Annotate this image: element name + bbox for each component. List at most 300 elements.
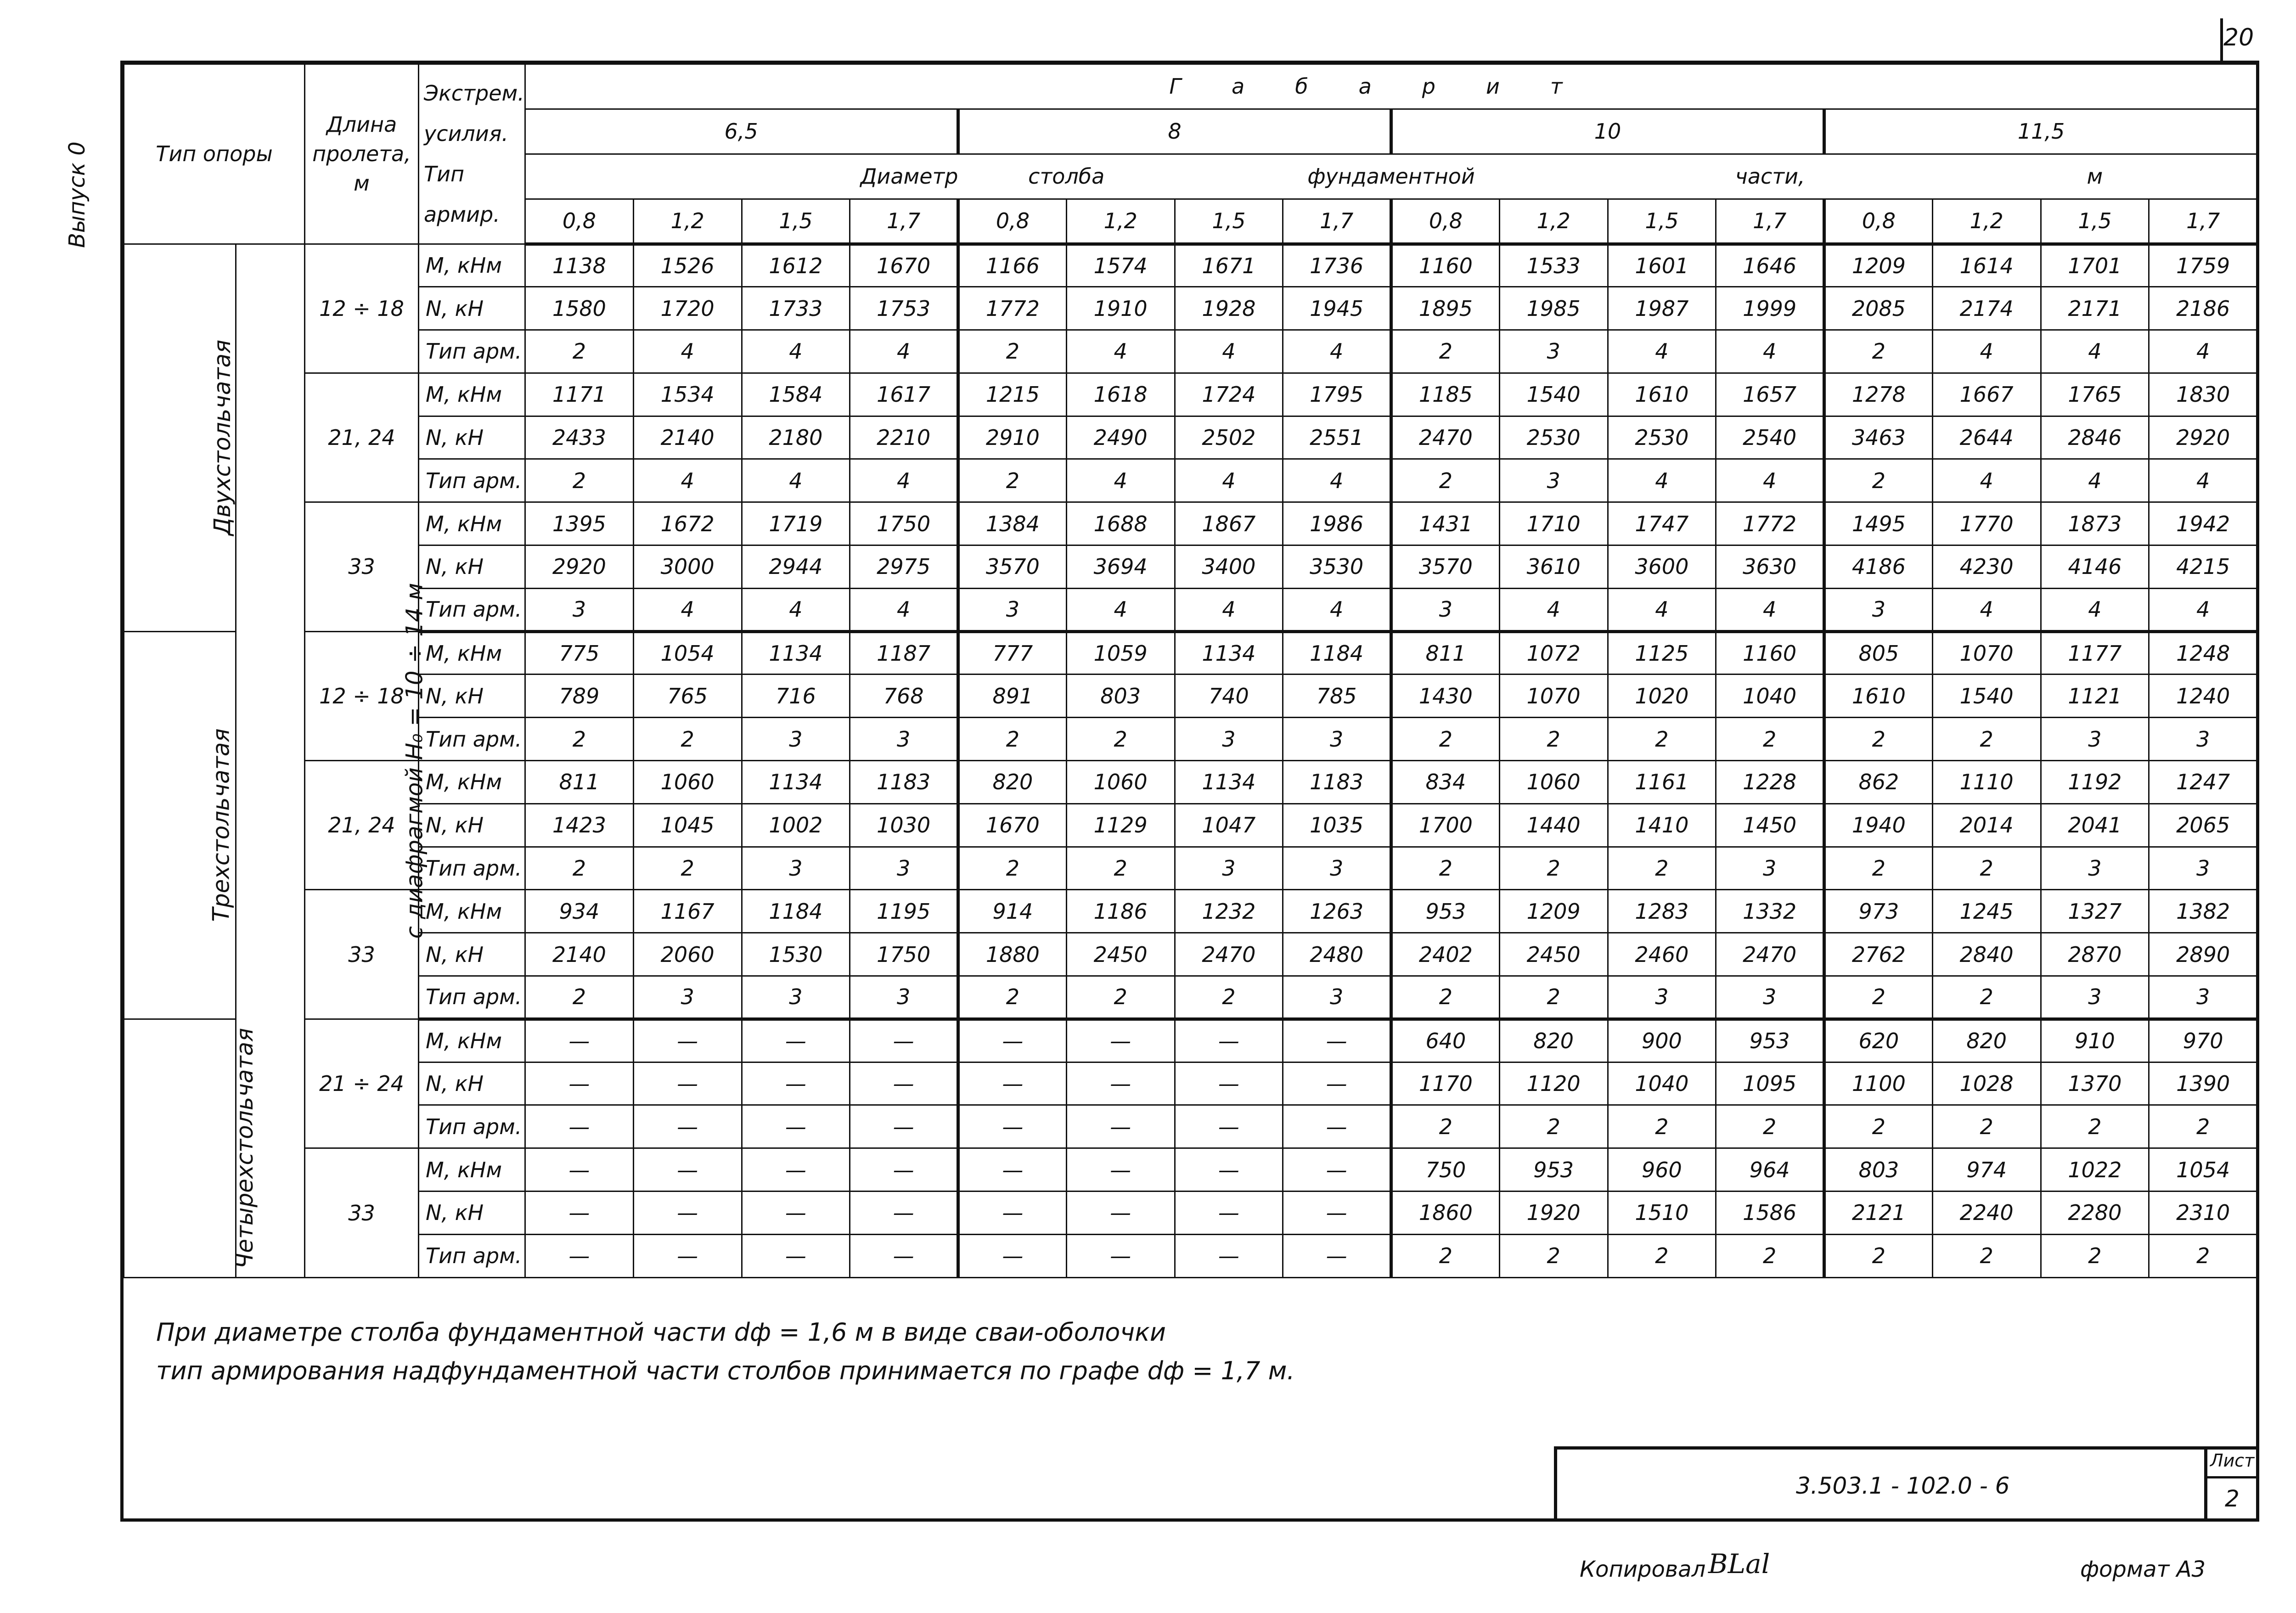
table-cell: 3	[850, 976, 958, 1019]
table-cell: 2	[958, 330, 1067, 373]
table-cell: 973	[1824, 890, 1933, 933]
table-cell: 1533	[1499, 244, 1608, 287]
table-cell: 4	[1932, 588, 2041, 631]
table-cell: 750	[1391, 1148, 1500, 1191]
table-cell: 820	[958, 761, 1067, 804]
table-cell: 4	[1716, 330, 1824, 373]
table-cell: 1750	[850, 502, 958, 545]
force-row-label: N, кН	[419, 933, 525, 976]
table-cell: 953	[1499, 1148, 1608, 1191]
table-cell: 1586	[1716, 1191, 1824, 1235]
table-cell: 803	[1066, 674, 1175, 718]
force-row-label: Тип арм.	[419, 847, 525, 890]
table-cell: 1186	[1066, 890, 1175, 933]
header-pole-type: Тип опоры	[124, 64, 305, 244]
table-cell: —	[850, 1148, 958, 1191]
table-cell: 1171	[525, 373, 634, 416]
table-cell: 2186	[2149, 287, 2257, 330]
table-cell: 2	[633, 847, 742, 890]
table-cell: 803	[1824, 1148, 1933, 1191]
table-cell: 1020	[1608, 674, 1716, 718]
table-cell: 2944	[742, 545, 850, 589]
table-cell: 1167	[633, 890, 742, 933]
table-cell: 4	[1283, 588, 1391, 631]
pole-type-label	[124, 1019, 259, 1277]
table-cell: 620	[1824, 1019, 1933, 1062]
table-cell: 1986	[1283, 502, 1391, 545]
table-cell: —	[1283, 1148, 1391, 1191]
table-cell: 2	[958, 459, 1067, 502]
footnote-line-2: тип армирования надфундаментной части столбов принимается по графе dф = 1,7 м.	[156, 1356, 1295, 1385]
table-cell: 4	[2041, 459, 2149, 502]
table-cell: 4	[1608, 459, 1716, 502]
table-cell: 3	[1391, 588, 1500, 631]
footnote	[156, 1313, 1295, 1390]
table-cell: 1263	[1283, 890, 1391, 933]
table-cell: 1750	[850, 933, 958, 976]
force-row-label: Тип арм.	[419, 459, 525, 502]
force-row-label: N, кН	[419, 545, 525, 589]
diameter-value: 0,8	[1824, 199, 1933, 244]
span-length-value: 33	[305, 890, 419, 1019]
table-cell: 3	[742, 847, 850, 890]
table-cell: 4	[742, 459, 850, 502]
table-cell: 1129	[1066, 804, 1175, 847]
table-cell: 2	[1066, 976, 1175, 1019]
table-cell: 4	[2041, 588, 2149, 631]
table-cell: 768	[850, 674, 958, 718]
table-cell: 1100	[1824, 1062, 1933, 1105]
table-cell: 2870	[2041, 933, 2149, 976]
span-length-value: 21 ÷ 24	[305, 1019, 419, 1148]
table-cell: 3	[958, 588, 1067, 631]
pole-type-text: Трехстольчатая	[208, 728, 235, 922]
table-cell: 2	[525, 330, 634, 373]
span-length-value: 12 ÷ 18	[305, 631, 419, 760]
table-cell: 1170	[1391, 1062, 1500, 1105]
table-cell: 2470	[1391, 416, 1500, 459]
force-row-label: M, кНм	[419, 502, 525, 545]
diameter-value: 1,7	[1283, 199, 1391, 244]
table-cell: 3570	[958, 545, 1067, 589]
table-cell: 1195	[850, 890, 958, 933]
table-cell: 3	[742, 718, 850, 761]
force-row-label: Тип арм.	[419, 718, 525, 761]
table-cell: 2470	[1716, 933, 1824, 976]
table-cell: —	[1175, 1148, 1283, 1191]
table-cell: 775	[525, 631, 634, 674]
table-cell: —	[958, 1062, 1067, 1105]
table-cell: 2530	[1499, 416, 1608, 459]
table-cell: 2	[1066, 718, 1175, 761]
table-cell: 1022	[2041, 1148, 2149, 1191]
table-cell: 4	[1175, 588, 1283, 631]
table-cell: —	[742, 1148, 850, 1191]
table-cell: 1185	[1391, 373, 1500, 416]
table-cell: 4	[2149, 588, 2257, 631]
table-cell: 1510	[1608, 1191, 1716, 1235]
title-block	[1554, 1446, 2259, 1522]
table-cell: 2	[1716, 1105, 1824, 1148]
table-cell: 2	[525, 976, 634, 1019]
table-cell: 1184	[1283, 631, 1391, 674]
table-cell: 1584	[742, 373, 850, 416]
table-cell: 2	[1932, 1234, 2041, 1277]
table-cell: 953	[1716, 1019, 1824, 1062]
table-cell: 4	[1716, 588, 1824, 631]
force-row-label: M, кНм	[419, 373, 525, 416]
table-cell: 1614	[1932, 244, 2041, 287]
table-cell: 4	[1716, 459, 1824, 502]
table-cell: 891	[958, 674, 1067, 718]
table-cell: 4146	[2041, 545, 2149, 589]
table-cell: 4	[2149, 459, 2257, 502]
table-cell: 3600	[1608, 545, 1716, 589]
table-cell: 1040	[1608, 1062, 1716, 1105]
table-cell: 1232	[1175, 890, 1283, 933]
diameter-value: 1,2	[1499, 199, 1608, 244]
table-cell: 2	[958, 976, 1067, 1019]
table-cell: 1747	[1608, 502, 1716, 545]
table-cell: 1830	[2149, 373, 2257, 416]
table-cell: 1160	[1391, 244, 1500, 287]
gabarit-value: 10	[1391, 109, 1824, 154]
table-cell: 4	[1608, 588, 1716, 631]
diameter-value: 1,7	[2149, 199, 2257, 244]
table-cell: 2	[1175, 976, 1283, 1019]
table-cell: 1667	[1932, 373, 2041, 416]
force-row-label: Тип арм.	[419, 1105, 525, 1148]
table-cell: —	[525, 1191, 634, 1235]
table-cell: 1166	[958, 244, 1067, 287]
table-cell: 2	[1608, 1105, 1716, 1148]
table-cell: 2140	[633, 416, 742, 459]
table-cell: 3	[1608, 976, 1716, 1019]
table-cell: 3	[633, 976, 742, 1019]
table-cell: 1054	[2149, 1148, 2257, 1191]
table-cell: 2	[2149, 1105, 2257, 1148]
table-cell: —	[525, 1019, 634, 1062]
diameter-value: 1,2	[1066, 199, 1175, 244]
table-cell: —	[1066, 1019, 1175, 1062]
table-cell: 2	[1824, 1105, 1933, 1148]
table-cell: 1059	[1066, 631, 1175, 674]
table-cell: —	[958, 1191, 1067, 1235]
table-cell: 1440	[1499, 804, 1608, 847]
table-cell: 2460	[1608, 933, 1716, 976]
table-cell: —	[850, 1019, 958, 1062]
table-cell: 3610	[1499, 545, 1608, 589]
table-cell: 1495	[1824, 502, 1933, 545]
table-cell: 3	[2149, 847, 2257, 890]
table-cell: 3630	[1716, 545, 1824, 589]
table-cell: 3	[2149, 718, 2257, 761]
copied-by-label: Копировал	[1580, 1557, 1706, 1582]
table-cell: 2280	[2041, 1191, 2149, 1235]
table-cell: —	[1283, 1105, 1391, 1148]
table-cell: 4	[1608, 330, 1716, 373]
table-cell: 4	[742, 588, 850, 631]
table-cell: 1125	[1608, 631, 1716, 674]
sheet-number: 2	[2225, 1485, 2240, 1512]
table-cell: 1327	[2041, 890, 2149, 933]
table-cell: 1134	[1175, 631, 1283, 674]
table-cell: 862	[1824, 761, 1933, 804]
table-cell: 4	[850, 330, 958, 373]
table-cell: 2	[1499, 1105, 1608, 1148]
table-cell: 1987	[1608, 287, 1716, 330]
header-gabarit: Габарит	[525, 64, 2257, 109]
page-number: 20	[2223, 24, 2254, 51]
document-code: 3.503.1 - 102.0 - 6	[1796, 1472, 2010, 1499]
table-cell: 2	[2041, 1234, 2149, 1277]
pole-type-text: Четырехстольчатая	[231, 1028, 259, 1269]
table-cell: 2	[958, 718, 1067, 761]
footnote-line-1: При диаметре столба фундаментной части dф = 1,6 м в виде сваи-оболочки	[156, 1318, 1166, 1347]
force-row-label: M, кНм	[419, 244, 525, 287]
table-cell: 1209	[1499, 890, 1608, 933]
table-cell: 900	[1608, 1019, 1716, 1062]
table-cell: 3	[1175, 847, 1283, 890]
table-cell: 1534	[633, 373, 742, 416]
table-cell: 2	[633, 718, 742, 761]
span-length-value: 21, 24	[305, 373, 419, 502]
table-cell: 1860	[1391, 1191, 1500, 1235]
table-cell: 3694	[1066, 545, 1175, 589]
table-cell: 2402	[1391, 933, 1500, 976]
diameter-value: 1,2	[633, 199, 742, 244]
table-cell: 1733	[742, 287, 850, 330]
table-cell: 2762	[1824, 933, 1933, 976]
table-cell: 1700	[1391, 804, 1500, 847]
table-cell: 2310	[2149, 1191, 2257, 1235]
table-cell: 1002	[742, 804, 850, 847]
table-cell: 2	[1932, 847, 2041, 890]
table-cell: 1370	[2041, 1062, 2149, 1105]
table-cell: —	[958, 1234, 1067, 1277]
table-cell: 1795	[1283, 373, 1391, 416]
table-cell: 1671	[1175, 244, 1283, 287]
table-cell: —	[1175, 1019, 1283, 1062]
issue-label: Выпуск 0	[64, 141, 90, 248]
table-cell: 777	[958, 631, 1067, 674]
table-cell: —	[958, 1105, 1067, 1148]
table-cell: 1601	[1608, 244, 1716, 287]
table-cell: 2	[1499, 847, 1608, 890]
table-cell: 1646	[1716, 244, 1824, 287]
table-cell: 1054	[633, 631, 742, 674]
table-cell: 1770	[1932, 502, 2041, 545]
table-cell: —	[958, 1019, 1067, 1062]
table-cell: 2433	[525, 416, 634, 459]
table-cell: —	[633, 1234, 742, 1277]
table-cell: 1247	[2149, 761, 2257, 804]
sheet-divider	[2207, 1476, 2259, 1478]
table-cell: —	[633, 1062, 742, 1105]
table-cell: 2	[1391, 1234, 1500, 1277]
table-cell: 1672	[633, 502, 742, 545]
table-cell: 1134	[742, 761, 850, 804]
diameter-value: 1,5	[1608, 199, 1716, 244]
table-cell: 1240	[2149, 674, 2257, 718]
diameter-value: 1,5	[2041, 199, 2149, 244]
table-cell: 4	[2041, 330, 2149, 373]
table-cell: 1540	[1932, 674, 2041, 718]
table-cell: 1759	[2149, 244, 2257, 287]
table-cell: 2	[1716, 1234, 1824, 1277]
table-cell: 1245	[1932, 890, 2041, 933]
table-cell: —	[850, 1105, 958, 1148]
diameter-value: 0,8	[525, 199, 634, 244]
table-cell: 1710	[1499, 502, 1608, 545]
table-cell: 785	[1283, 674, 1391, 718]
table-cell: —	[850, 1234, 958, 1277]
force-row-label: M, кНм	[419, 761, 525, 804]
table-cell: 1028	[1932, 1062, 2041, 1105]
table-cell: 1070	[1932, 631, 2041, 674]
table-cell: 4	[633, 588, 742, 631]
table-cell: 2502	[1175, 416, 1283, 459]
table-cell: 2	[1824, 847, 1933, 890]
table-cell: 1384	[958, 502, 1067, 545]
table-cell: 3	[850, 718, 958, 761]
table-cell: 2	[1824, 718, 1933, 761]
table-cell: 4186	[1824, 545, 1933, 589]
force-row-label: N, кН	[419, 287, 525, 330]
table-cell: 4	[742, 330, 850, 373]
table-cell: 2210	[850, 416, 958, 459]
table-cell: —	[633, 1105, 742, 1148]
table-cell: 1134	[742, 631, 850, 674]
table-cell: 1121	[2041, 674, 2149, 718]
table-cell: 1999	[1716, 287, 1824, 330]
table-cell: 1183	[850, 761, 958, 804]
span-length-value: 33	[305, 1148, 419, 1278]
table-cell: 2014	[1932, 804, 2041, 847]
table-cell: 1753	[850, 287, 958, 330]
table-cell: 3	[2041, 718, 2149, 761]
table-cell: 2	[1608, 847, 1716, 890]
table-cell: —	[633, 1148, 742, 1191]
table-cell: 1283	[1608, 890, 1716, 933]
table-cell: 4	[1283, 330, 1391, 373]
table-cell: 789	[525, 674, 634, 718]
table-cell: 2551	[1283, 416, 1391, 459]
table-cell: 1030	[850, 804, 958, 847]
table-cell: 2	[1391, 330, 1500, 373]
table-cell: 2	[1391, 459, 1500, 502]
table-cell: 805	[1824, 631, 1933, 674]
table-cell: 2	[1608, 1234, 1716, 1277]
table-cell: 3	[1499, 330, 1608, 373]
table-cell: 3	[1716, 976, 1824, 1019]
diameter-value: 1,7	[1716, 199, 1824, 244]
table-cell: 1610	[1608, 373, 1716, 416]
table-cell: —	[742, 1019, 850, 1062]
sheet-cell	[2204, 1450, 2259, 1522]
signature: BLal	[1708, 1548, 1770, 1579]
table-cell: 1177	[2041, 631, 2149, 674]
force-row-label: Тип арм.	[419, 976, 525, 1019]
table-cell: —	[1066, 1191, 1175, 1235]
table-cell: 2	[525, 459, 634, 502]
table-cell: 4	[850, 588, 958, 631]
table-cell: 2910	[958, 416, 1067, 459]
force-row-label: M, кНм	[419, 631, 525, 674]
table-cell: —	[525, 1062, 634, 1105]
table-cell: 4230	[1932, 545, 2041, 589]
table-cell: 910	[2041, 1019, 2149, 1062]
table-cell: 2240	[1932, 1191, 2041, 1235]
table-cell: 2490	[1066, 416, 1175, 459]
table-cell: 2	[1391, 718, 1500, 761]
table-cell: 2174	[1932, 287, 2041, 330]
table-cell: —	[1066, 1105, 1175, 1148]
table-cell: 1228	[1716, 761, 1824, 804]
table-cell: 2060	[633, 933, 742, 976]
table-cell: 1910	[1066, 287, 1175, 330]
table-cell: —	[1283, 1062, 1391, 1105]
table-cell: —	[742, 1062, 850, 1105]
table-cell: 1138	[525, 244, 634, 287]
table-cell: 2470	[1175, 933, 1283, 976]
table-cell: 1215	[958, 373, 1067, 416]
table-cell: 2	[1391, 847, 1500, 890]
table-cell: 3570	[1391, 545, 1500, 589]
table-cell: 1688	[1066, 502, 1175, 545]
span-length-value: 21, 24	[305, 761, 419, 890]
table-cell: 1873	[2041, 502, 2149, 545]
table-cell: —	[1066, 1234, 1175, 1277]
table-cell: 970	[2149, 1019, 2257, 1062]
table-cell: 1945	[1283, 287, 1391, 330]
table-cell: —	[850, 1191, 958, 1235]
table-cell: 1423	[525, 804, 634, 847]
table-cell: 4	[1175, 330, 1283, 373]
table-cell: 2	[958, 847, 1067, 890]
table-cell: 4	[633, 330, 742, 373]
table-cell: 1431	[1391, 502, 1500, 545]
table-cell: 811	[1391, 631, 1500, 674]
table-cell: 1110	[1932, 761, 2041, 804]
table-cell: 3	[2149, 976, 2257, 1019]
table-cell: 1390	[2149, 1062, 2257, 1105]
table-cell: 1161	[1608, 761, 1716, 804]
table-cell: 3	[850, 847, 958, 890]
span-length-value: 33	[305, 502, 419, 631]
table-cell: 1574	[1066, 244, 1175, 287]
table-cell: 1657	[1716, 373, 1824, 416]
table-cell: —	[525, 1148, 634, 1191]
table-cell: 1192	[2041, 761, 2149, 804]
gabarit-value: 11,5	[1824, 109, 2257, 154]
diameter-value: 0,8	[1391, 199, 1500, 244]
table-cell: 834	[1391, 761, 1500, 804]
table-cell: 2140	[525, 933, 634, 976]
table-cell: 4	[1066, 330, 1175, 373]
table-cell: 765	[633, 674, 742, 718]
table-cell: 2450	[1499, 933, 1608, 976]
table-cell: 4	[2149, 330, 2257, 373]
table-cell: 2	[1499, 1234, 1608, 1277]
table-cell: 2975	[850, 545, 958, 589]
pole-type-label	[124, 631, 236, 1019]
table-cell: 2065	[2149, 804, 2257, 847]
table-cell: 2	[1716, 718, 1824, 761]
table-cell: 4	[1932, 459, 2041, 502]
table-cell: —	[742, 1105, 850, 1148]
table-cell: 1070	[1499, 674, 1608, 718]
